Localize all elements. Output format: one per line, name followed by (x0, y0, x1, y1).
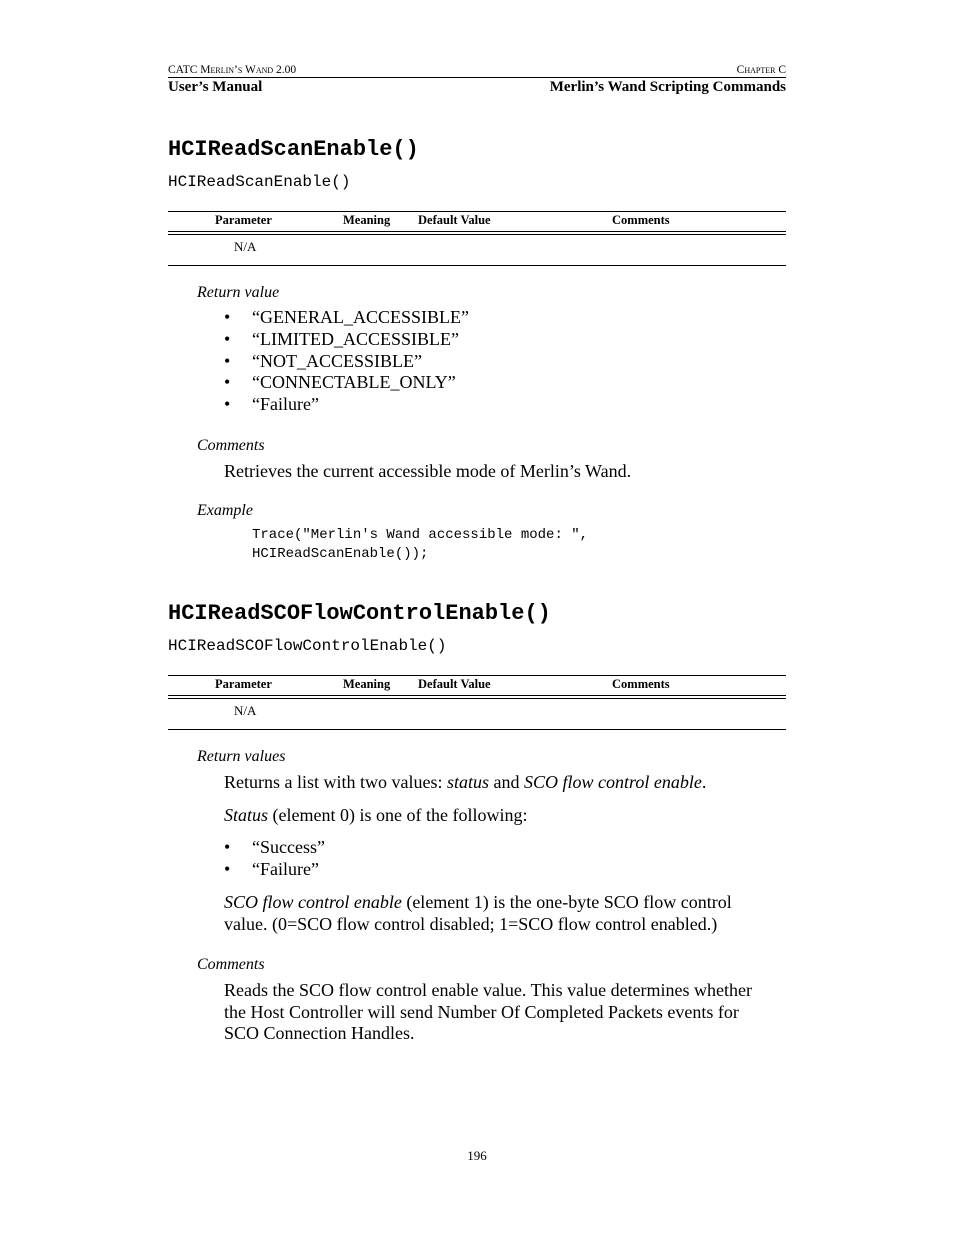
status-value-list (224, 837, 325, 881)
running-header-top (168, 63, 786, 78)
example-code-line: HCIReadScanEnable()); (252, 546, 429, 562)
list-item: • “LIMITED_ACCESSIBLE” (224, 328, 459, 349)
list-item: • “GENERAL_ACCESSIBLE” (224, 307, 469, 327)
col-meaning: Meaning (343, 213, 391, 227)
col-default-value: Default Value (418, 213, 491, 227)
col-default-value: Default Value (418, 677, 491, 691)
return-value-list (224, 307, 469, 416)
return-value-label: Return value (197, 284, 280, 301)
parameter-table (168, 211, 786, 266)
comments-text-line: SCO Connection Handles. (224, 1023, 415, 1043)
header-product: CATC Merlin’s Wand 2.00 (168, 64, 297, 76)
comments-text: Retrieves the current accessible mode of Merlin’s Wand. (224, 461, 632, 481)
example-label: Example (197, 502, 253, 519)
page-number: 196 (467, 1148, 487, 1163)
example-code-line: Trace("Merlin's Wand accessible mode: ", (252, 527, 589, 543)
flow-control-description-cont: value. (0=SCO flow control disabled; 1=SCO flow control enabled.) (224, 914, 718, 934)
comments-label: Comments (197, 437, 265, 454)
list-item: • “Failure” (224, 394, 319, 415)
list-item: • “CONNECTABLE_ONLY” (224, 372, 456, 393)
col-comments: Comments (612, 677, 670, 691)
list-item: • “Success” (224, 837, 325, 857)
col-comments: Comments (612, 213, 670, 227)
header-section: Merlin’s Wand Scripting Commands (549, 79, 786, 95)
table-cell-parameter: N/A (234, 703, 257, 718)
flow-control-description: SCO flow control enable (element 1) is the one-byte SCO flow control (224, 892, 732, 912)
section-title: HCIReadSCOFlowControlEnable() (168, 601, 551, 626)
table-cell-parameter: N/A (234, 239, 257, 254)
col-parameter: Parameter (215, 677, 272, 691)
function-signature: HCIReadSCOFlowControlEnable() (168, 637, 447, 655)
parameter-table (168, 675, 786, 730)
return-values-intro: Returns a list with two values: status and SCO flow control enable. (224, 772, 707, 792)
header-manual: User’s Manual (168, 79, 263, 95)
comments-text-line: Reads the SCO flow control enable value. This value determines whether (224, 980, 753, 1000)
comments-text-line: the Host Controller will send Number Of Completed Packets events for (224, 1002, 739, 1022)
list-item: • “NOT_ACCESSIBLE” (224, 350, 422, 371)
function-signature: HCIReadScanEnable() (168, 173, 351, 191)
running-header-bottom (168, 78, 786, 96)
col-parameter: Parameter (215, 213, 272, 227)
col-meaning: Meaning (343, 677, 391, 691)
comments-label: Comments (197, 956, 265, 973)
status-description: Status (element 0) is one of the following: (224, 805, 528, 825)
section-title: HCIReadScanEnable() (168, 137, 419, 162)
header-chapter: Chapter C (736, 64, 786, 76)
return-values-label: Return values (197, 748, 286, 765)
list-item: • “Failure” (224, 858, 319, 879)
